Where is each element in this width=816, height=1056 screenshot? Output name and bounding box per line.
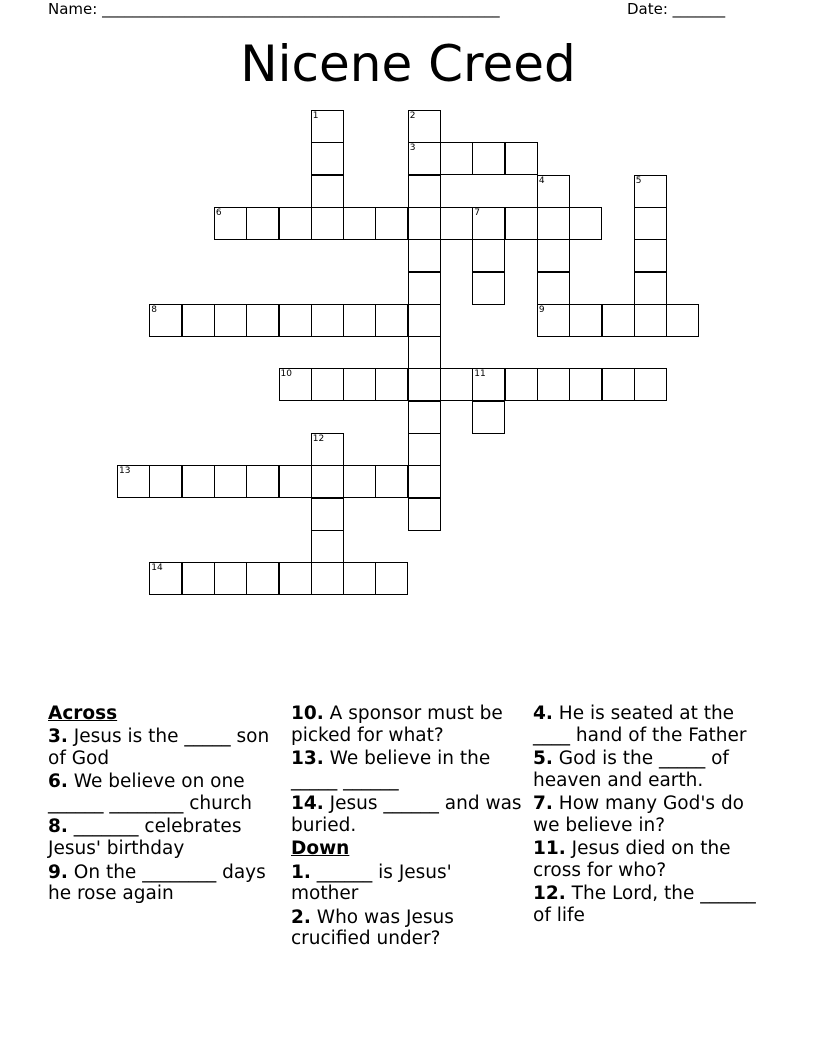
- clue-start-number: 8: [151, 304, 158, 315]
- grid-cell[interactable]: [343, 207, 376, 240]
- clue-start-number: 10: [280, 369, 292, 380]
- clue-number: 7.: [533, 793, 553, 815]
- clue-number: 9.: [48, 861, 68, 883]
- grid-cell[interactable]: [666, 304, 699, 337]
- clue-start-number: 11: [474, 369, 486, 380]
- grid-cell[interactable]: [311, 142, 344, 175]
- grid-cell[interactable]: [537, 272, 570, 305]
- grid-cell[interactable]: [375, 465, 408, 498]
- grid-cell[interactable]: [569, 368, 602, 401]
- clue-start-number: 5: [635, 175, 642, 186]
- grid-cell[interactable]: [375, 207, 408, 240]
- grid-cell[interactable]: [569, 304, 602, 337]
- clue-down-12: [533, 883, 765, 927]
- grid-cell[interactable]: [440, 142, 473, 175]
- grid-cell[interactable]: [214, 304, 247, 337]
- clue-column-2: [291, 703, 523, 952]
- grid-cell[interactable]: [408, 401, 441, 434]
- grid-cell[interactable]: [311, 368, 344, 401]
- clue-text: He is seated at the ____ hand of the Father: [533, 703, 747, 746]
- clue-across-13: [291, 748, 523, 792]
- clue-text: Jesus is the _____ son of God: [48, 726, 270, 770]
- clue-text: God is the _____ of heaven and earth.: [533, 748, 729, 791]
- clue-number: 14.: [291, 793, 324, 815]
- grid-cell[interactable]: [408, 433, 441, 466]
- grid-cell[interactable]: [505, 207, 538, 240]
- clue-start-number: 6: [215, 207, 222, 218]
- clue-number: 11.: [533, 838, 566, 860]
- clue-start-number: 1: [312, 111, 319, 121]
- clue-text: We believe on one ______ ________ church: [48, 771, 252, 815]
- grid-cell[interactable]: [505, 368, 538, 401]
- clue-across-14: [291, 793, 523, 837]
- grid-cell[interactable]: [634, 207, 667, 240]
- clue-down-5: [533, 748, 765, 792]
- grid-cell[interactable]: [634, 272, 667, 305]
- clue-number: 2.: [291, 906, 311, 928]
- clue-number: 13.: [291, 748, 324, 770]
- clue-number: 4.: [533, 703, 553, 724]
- grid-cell[interactable]: [440, 207, 473, 240]
- grid-cell[interactable]: [408, 239, 441, 272]
- grid-cell[interactable]: [214, 562, 247, 595]
- grid-cell[interactable]: [182, 465, 215, 498]
- clue-down-2: [291, 907, 523, 951]
- clue-number: 12.: [533, 883, 566, 905]
- grid-cell[interactable]: [602, 304, 635, 337]
- grid-cell[interactable]: [440, 368, 473, 401]
- grid-cell[interactable]: [311, 207, 344, 240]
- clue-across-6: [48, 771, 280, 815]
- grid-cell[interactable]: [505, 142, 538, 175]
- grid-cell[interactable]: [375, 368, 408, 401]
- clue-column-1: [48, 703, 280, 907]
- grid-cell[interactable]: [246, 304, 279, 337]
- grid-cell[interactable]: [408, 207, 441, 240]
- grid-cell[interactable]: [279, 562, 312, 595]
- puzzle-title: Nicene Creed: [240, 35, 576, 93]
- clue-number: 3.: [48, 726, 68, 748]
- clue-down-1: [291, 862, 523, 906]
- clue-text: Jesus ______ and was buried.: [291, 793, 522, 836]
- name-field[interactable]: Name: _____________________________________________________: [48, 0, 500, 18]
- grid-cell[interactable]: [408, 498, 441, 531]
- clue-text: How many God's do we believe in?: [533, 793, 745, 836]
- grid-cell[interactable]: [311, 498, 344, 531]
- grid-cell[interactable]: [472, 239, 505, 272]
- clue-start-number: 12: [312, 434, 325, 444]
- grid-cell[interactable]: [472, 272, 505, 305]
- clue-text: We believe in the _____ ______: [291, 748, 491, 791]
- grid-cell[interactable]: [408, 304, 441, 337]
- clue-text: The Lord, the ______ of life: [533, 883, 756, 927]
- date-field[interactable]: Date: _______: [627, 0, 726, 18]
- grid-cell[interactable]: [311, 530, 344, 563]
- clue-column-3: [533, 703, 765, 928]
- grid-cell[interactable]: [537, 239, 570, 272]
- clue-down-4: [533, 703, 765, 747]
- grid-cell[interactable]: [408, 368, 441, 401]
- grid-cell[interactable]: [472, 401, 505, 434]
- clue-number: 6.: [48, 771, 68, 793]
- clue-number: 10.: [291, 703, 324, 724]
- grid-cell[interactable]: [246, 465, 279, 498]
- grid-cell[interactable]: [343, 465, 376, 498]
- clue-across-8: [48, 816, 280, 860]
- grid-cell[interactable]: [634, 239, 667, 272]
- clue-start-number: 7: [474, 207, 481, 218]
- clue-text: On the ________ days he rose again: [48, 861, 266, 905]
- grid-cell[interactable]: [408, 336, 441, 369]
- clue-start-number: 14: [151, 563, 163, 574]
- clue-start-number: 9: [538, 304, 545, 315]
- grid-cell[interactable]: [375, 562, 408, 595]
- clue-start-number: 13: [119, 466, 131, 477]
- clue-start-number: 4: [538, 175, 545, 186]
- clue-number: 5.: [533, 748, 553, 770]
- clue-text: Who was Jesus crucified under?: [291, 906, 454, 950]
- grid-cell[interactable]: [343, 304, 376, 337]
- clue-across-3: [48, 726, 280, 770]
- clue-down-7: [533, 793, 765, 837]
- clue-text: _______ celebrates Jesus' birthday: [48, 816, 242, 860]
- grid-cell[interactable]: [214, 465, 247, 498]
- grid-cell[interactable]: [634, 368, 667, 401]
- grid-cell[interactable]: [634, 304, 667, 337]
- grid-cell[interactable]: [246, 207, 279, 240]
- grid-cell[interactable]: [343, 368, 376, 401]
- grid-cell[interactable]: [311, 465, 344, 498]
- grid-cell[interactable]: [537, 207, 570, 240]
- grid-cell[interactable]: [311, 562, 344, 595]
- grid-cell[interactable]: [569, 207, 602, 240]
- clue-start-number: 3: [409, 143, 416, 154]
- clue-across-9: [48, 862, 280, 906]
- clue-number: 1.: [291, 861, 311, 883]
- grid-cell[interactable]: [343, 562, 376, 595]
- clue-number: 8.: [48, 816, 68, 838]
- grid-cell[interactable]: [602, 368, 635, 401]
- clue-text: Jesus died on the cross for who?: [533, 838, 731, 882]
- grid-cell[interactable]: [246, 562, 279, 595]
- clue-down-11: [533, 838, 765, 882]
- clue-across-10: [291, 703, 523, 747]
- grid-cell[interactable]: [311, 304, 344, 337]
- grid-cell[interactable]: [408, 175, 441, 208]
- grid-cell[interactable]: [537, 368, 570, 401]
- grid-cell[interactable]: [279, 304, 312, 337]
- clue-start-number: 2: [409, 111, 416, 121]
- across-heading: Across: [48, 703, 118, 724]
- grid-cell[interactable]: [149, 465, 182, 498]
- grid-cell[interactable]: [408, 465, 441, 498]
- grid-cell[interactable]: [472, 142, 505, 175]
- grid-cell[interactable]: [311, 175, 344, 208]
- grid-cell[interactable]: [182, 562, 215, 595]
- clue-text: A sponsor must be picked for what?: [291, 703, 503, 746]
- grid-cell[interactable]: [279, 207, 312, 240]
- grid-cell[interactable]: [182, 304, 215, 337]
- clue-text: ______ is Jesus' mother: [291, 861, 452, 905]
- grid-cell[interactable]: [408, 272, 441, 305]
- grid-cell[interactable]: [279, 465, 312, 498]
- grid-cell[interactable]: [375, 304, 408, 337]
- down-heading: Down: [291, 838, 350, 860]
